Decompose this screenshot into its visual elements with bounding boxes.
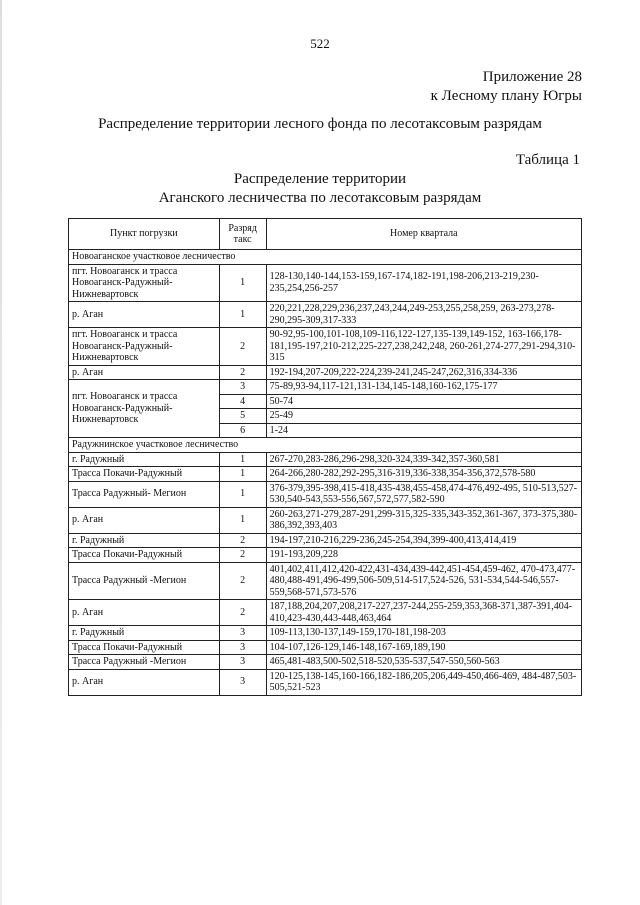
rank-cell: 3 bbox=[219, 655, 266, 670]
table-title bbox=[0, 170, 640, 208]
quarter-cell: 220,221,228,229,236,237,243,244,249-253,255,258,259, 263-273,278-290,295-309,317-333 bbox=[266, 302, 581, 328]
loading-point-cell: Трасса Покачи-Радужный bbox=[69, 467, 220, 482]
table-row bbox=[69, 302, 582, 328]
quarter-cell: 90-92,95-100,101-108,109-116,122-127,135-139,149-152, 163-166,178-181,195-197,210-212,225-227,238,242,248, 260-261,274-277,291-294,310-315 bbox=[266, 328, 581, 366]
table-row bbox=[69, 562, 582, 600]
forest-table bbox=[68, 218, 582, 696]
quarter-cell: 1-24 bbox=[266, 423, 581, 438]
rank-cell: 6 bbox=[219, 423, 266, 438]
rank-cell: 1 bbox=[219, 452, 266, 467]
rank-cell: 2 bbox=[219, 533, 266, 548]
quarter-cell: 260-263,271-279,287-291,299-315,325-335,343-352,361-367, 373-375,380-386,392,393,403 bbox=[266, 507, 581, 533]
quarter-cell: 194-197,210-216,229-236,245-254,394,399-400,413,414,419 bbox=[266, 533, 581, 548]
quarter-cell: 192-194,207-209,222-224,239-241,245-247,262,316,334-336 bbox=[266, 365, 581, 380]
loading-point-cell: г. Радужный bbox=[69, 452, 220, 467]
quarter-cell: 128-130,140-144,153-159,167-174,182-191,198-206,213-219,230-235,254,256-257 bbox=[266, 264, 581, 302]
table-row bbox=[69, 507, 582, 533]
rank-cell: 3 bbox=[219, 669, 266, 695]
loading-point-cell: Трасса Радужный -Мегион bbox=[69, 655, 220, 670]
quarter-cell: 120-125,138-145,160-166,182-186,205,206,449-450,466-469, 484-487,503-505,521-523 bbox=[266, 669, 581, 695]
table-header-row bbox=[69, 219, 582, 250]
loading-point-cell: Трасса Покачи-Радужный bbox=[69, 548, 220, 563]
loading-point-cell: р. Аган bbox=[69, 600, 220, 626]
table-row bbox=[69, 264, 582, 302]
table-title-line-1: Распределение территории bbox=[233, 171, 407, 187]
loading-point-cell: г. Радужный bbox=[69, 626, 220, 641]
table-row bbox=[69, 669, 582, 695]
quarter-cell: 267-270,283-286,296-298,320-324,339-342,357-360,581 bbox=[266, 452, 581, 467]
loading-point-cell: пгт. Новоаганск и трасса Новоаганск-Радужный-Нижневартовск bbox=[69, 380, 220, 438]
rank-cell: 2 bbox=[219, 548, 266, 563]
rank-cell: 2 bbox=[219, 365, 266, 380]
table-label: Таблица 1 bbox=[515, 152, 580, 168]
table-body bbox=[69, 250, 582, 696]
header-quarter: Номер квартала bbox=[266, 219, 581, 250]
table-row bbox=[69, 600, 582, 626]
quarter-cell: 187,188,204,207,208,217-227,237-244,255-259,353,368-371,387-391,404-410,423-430,443-448,463,464 bbox=[266, 600, 581, 626]
table-row bbox=[69, 640, 582, 655]
table-row bbox=[69, 626, 582, 641]
rank-cell: 1 bbox=[219, 302, 266, 328]
table-row bbox=[69, 328, 582, 366]
loading-point-cell: г. Радужный bbox=[69, 533, 220, 548]
rank-cell: 2 bbox=[219, 600, 266, 626]
table-row bbox=[69, 365, 582, 380]
appendix-line-2: к Лесному плану Югры bbox=[430, 88, 582, 104]
page-number: 522 bbox=[310, 36, 330, 51]
table-row bbox=[69, 533, 582, 548]
header-point: Пункт погрузки bbox=[69, 219, 220, 250]
loading-point-cell: Трасса Покачи-Радужный bbox=[69, 640, 220, 655]
quarter-cell: 109-113,130-137,149-159,170-181,198-203 bbox=[266, 626, 581, 641]
loading-point-cell: Трасса Радужный -Мегион bbox=[69, 562, 220, 600]
quarter-cell: 264-266,280-282,292-295,316-319,336-338,354-356,372,578-580 bbox=[266, 467, 581, 482]
rank-cell: 3 bbox=[219, 640, 266, 655]
table-row bbox=[69, 452, 582, 467]
table-row bbox=[69, 548, 582, 563]
rank-cell: 2 bbox=[219, 562, 266, 600]
quarter-cell: 191-193,209,228 bbox=[266, 548, 581, 563]
section-title: Радужнинское участковое лесничество bbox=[69, 438, 582, 453]
quarter-cell: 465,481-483,500-502,518-520,535-537,547-550,560-563 bbox=[266, 655, 581, 670]
quarter-cell: 401,402,411,412,420-422,431-434,439-442,451-454,459-462, 470-473,477-480,488-491,496-499,506-509,514-517,524-526, 531-534,544-546,557-559,568-571,573-576 bbox=[266, 562, 581, 600]
loading-point-cell: пгт. Новоаганск и трасса Новоаганск-Радужный-Нижневартовск bbox=[69, 264, 220, 302]
header-rank: Разряд такс bbox=[219, 219, 266, 250]
rank-cell: 3 bbox=[219, 626, 266, 641]
table-title-line-2: Аганского лесничества по лесотаксовым разрядам bbox=[158, 190, 482, 206]
loading-point-cell: р. Аган bbox=[69, 669, 220, 695]
rank-cell: 1 bbox=[219, 264, 266, 302]
table-row bbox=[69, 655, 582, 670]
loading-point-cell: р. Аган bbox=[69, 507, 220, 533]
quarter-cell: 376-379,395-398,415-418,435-438,455-458,474-476,492-495, 510-513,527-530,540-543,553-556,567,572,577,582-590 bbox=[266, 481, 581, 507]
rank-cell: 4 bbox=[219, 394, 266, 409]
section-row bbox=[69, 438, 582, 453]
rank-cell: 1 bbox=[219, 507, 266, 533]
main-title: Распределение территории лесного фонда по лесотаксовым разрядам bbox=[98, 116, 542, 132]
loading-point-cell: Трасса Радужный- Мегион bbox=[69, 481, 220, 507]
appendix-line-1: Приложение 28 bbox=[482, 69, 582, 85]
loading-point-cell: р. Аган bbox=[69, 365, 220, 380]
table-row bbox=[69, 467, 582, 482]
rank-cell: 3 bbox=[219, 380, 266, 395]
section-row bbox=[69, 250, 582, 265]
loading-point-cell: пгт. Новоаганск и трасса Новоаганск-Радужный-Нижневартовск bbox=[69, 328, 220, 366]
rank-cell: 5 bbox=[219, 409, 266, 424]
section-title: Новоаганское участковое лесничество bbox=[69, 250, 582, 265]
quarter-cell: 104-107,126-129,146-148,167-169,189,190 bbox=[266, 640, 581, 655]
appendix-caption bbox=[431, 68, 582, 106]
scan-edge bbox=[0, 0, 2, 905]
table-row bbox=[69, 380, 582, 395]
quarter-cell: 25-49 bbox=[266, 409, 581, 424]
rank-cell: 1 bbox=[219, 467, 266, 482]
loading-point-cell: р. Аган bbox=[69, 302, 220, 328]
rank-cell: 2 bbox=[219, 328, 266, 366]
rank-cell: 1 bbox=[219, 481, 266, 507]
quarter-cell: 75-89,93-94,117-121,131-134,145-148,160-162,175-177 bbox=[266, 380, 581, 395]
quarter-cell: 50-74 bbox=[266, 394, 581, 409]
table-row bbox=[69, 481, 582, 507]
